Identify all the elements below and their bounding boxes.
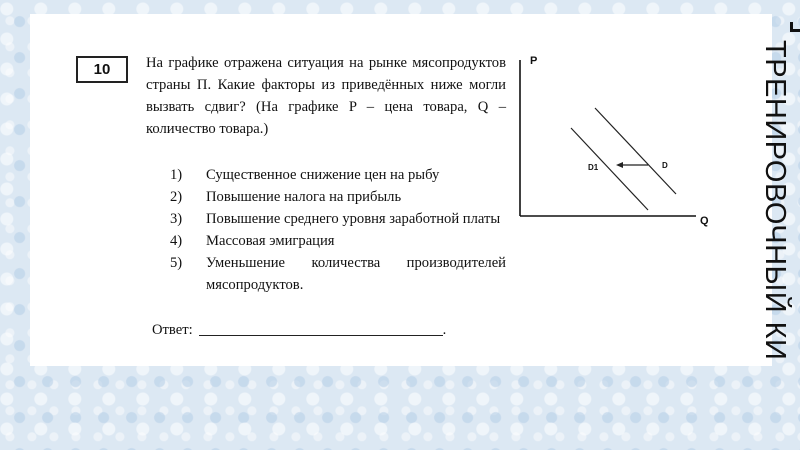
curve-d1-label: D1 xyxy=(588,163,599,172)
option-number: 1) xyxy=(170,167,183,183)
worksheet-page xyxy=(30,14,772,366)
x-axis-label: Q xyxy=(700,215,709,227)
option-text: Повышение среднего уровня заработной платы xyxy=(206,211,501,227)
option-text: Уменьшение количества производителей мясопродуктов. xyxy=(206,255,506,293)
side-title-clip xyxy=(752,40,800,370)
question-number: 10 xyxy=(93,61,111,78)
curve-d-label: D xyxy=(662,161,668,170)
answer-line xyxy=(152,321,446,339)
answer-suffix: . xyxy=(442,322,447,338)
question-text: На графике отражена ситуация на рынке мясопродуктов страны П. Какие факторы из приведённых ниже могли вызвать сдвиг? (На графике P – цена товара, Q – количество товара.) xyxy=(146,55,506,137)
y-axis-label: P xyxy=(530,55,538,67)
option-text: Существенное снижение цен на рыбу xyxy=(206,167,440,183)
option-number: 5) xyxy=(170,255,183,271)
demand-shift-graph xyxy=(518,50,718,250)
answer-label: Ответ: xyxy=(152,322,193,338)
corner-mark xyxy=(790,22,800,32)
option-item xyxy=(170,230,506,252)
question-number-box xyxy=(76,56,128,83)
answer-options-list xyxy=(170,164,506,296)
option-item xyxy=(170,208,506,230)
option-item xyxy=(170,252,506,296)
option-number: 3) xyxy=(170,211,183,227)
demand-curve-d1 xyxy=(571,128,648,210)
option-text: Повышение налога на прибыль xyxy=(206,189,402,205)
side-title: ТРЕНИРОВОЧНЫЙ КИ xyxy=(759,40,791,361)
shift-arrow-icon xyxy=(616,162,623,168)
option-item xyxy=(170,164,506,186)
option-number: 4) xyxy=(170,233,183,249)
option-text: Массовая эмиграция xyxy=(206,233,335,249)
option-number: 2) xyxy=(170,189,183,205)
answer-blank xyxy=(199,321,443,336)
option-item xyxy=(170,186,506,208)
demand-curve-d xyxy=(595,108,676,194)
